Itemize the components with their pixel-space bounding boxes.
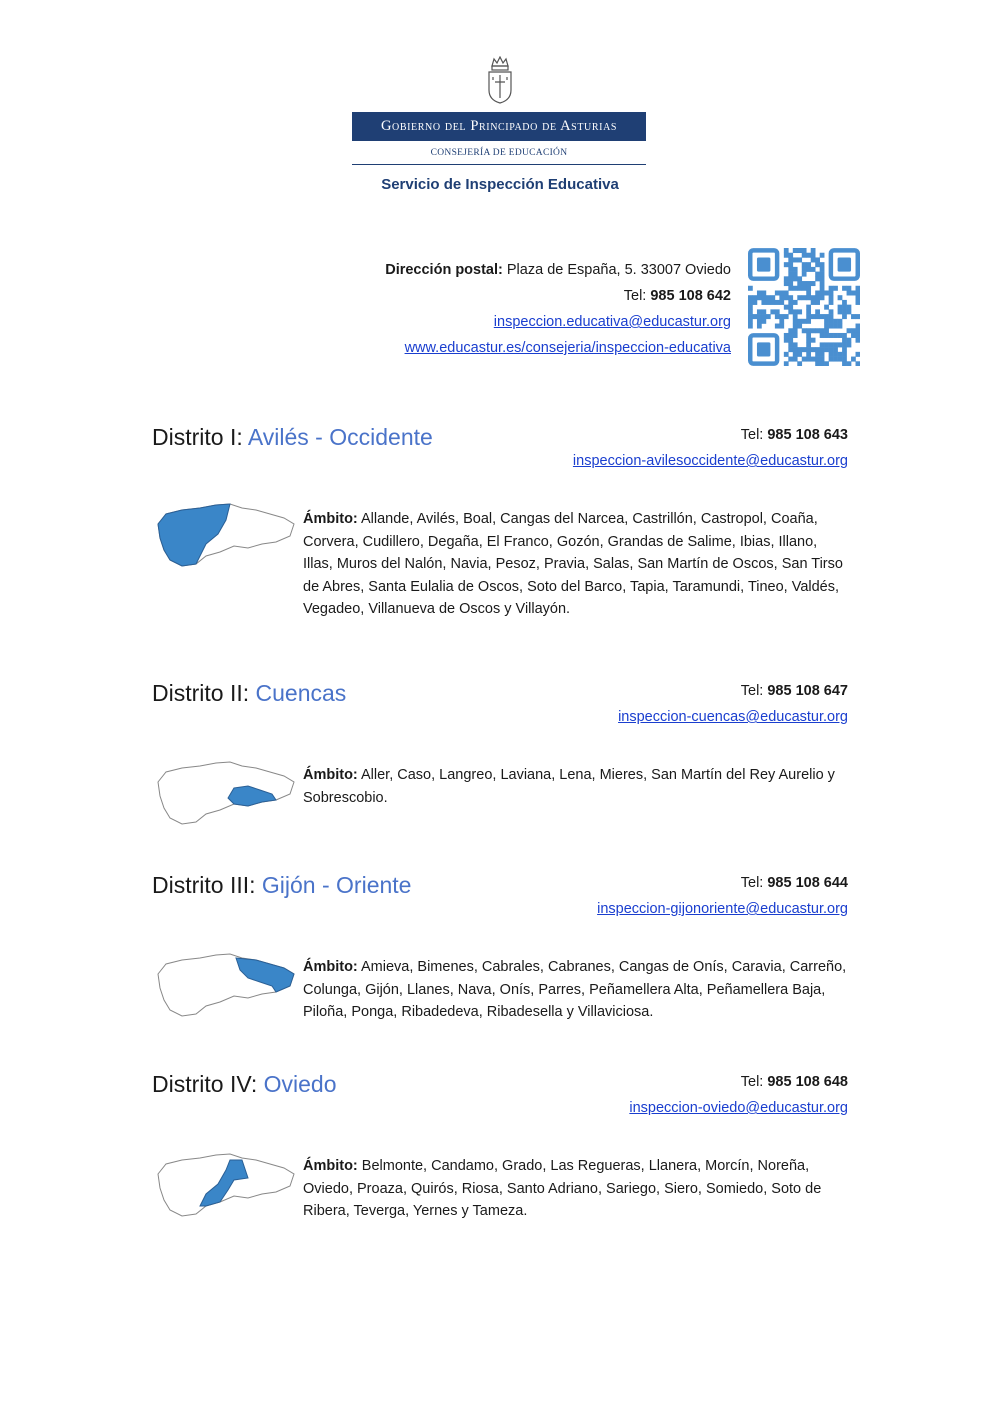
- district-1-ambito-label: Ámbito:: [303, 511, 358, 527]
- district-1-ambito: [303, 508, 848, 621]
- district-4-ambito-label: Ámbito:: [303, 1158, 358, 1174]
- consejeria-label: CONSEJERÍA DE EDUCACIÓN: [430, 148, 568, 158]
- district-2-email-link[interactable]: inspeccion-cuencas@educastur.org: [618, 709, 848, 725]
- district-1-contact: [573, 422, 848, 474]
- district-3-ambito-text: Amieva, Bimenes, Cabrales, Cabranes, Cangas de Onís, Caravia, Carreño, Colunga, Gijón, Llanes, Nava, Onís, Parres, Peñamellera Alta, Peñamellera Baja, Piloña, Ponga, Ribadedeva, Ribadesella y Villaviciosa.: [303, 959, 847, 1020]
- district-4-ambito: [303, 1155, 848, 1223]
- district-2-ambito-text: Aller, Caso, Langreo, Laviana, Lena, Mieres, San Martín del Rey Aurelio y Sobrescobio.: [303, 767, 835, 806]
- district-2-ambito: [303, 764, 848, 809]
- district-4-number: Distrito IV:: [152, 1071, 258, 1097]
- district-3-number: Distrito III:: [152, 872, 256, 898]
- address-line: [385, 257, 731, 283]
- district-2-tel: 985 108 647: [767, 683, 848, 699]
- district-4-ambito-text: Belmonte, Candamo, Grado, Las Regueras, Llanera, Morcín, Noreña, Oviedo, Proaza, Quirós, Riosa, Santo Adriano, Sariego, Siero, Somiedo, Soto de Ribera, Teverga, Yernes y Tameza.: [303, 1158, 822, 1219]
- district-1-number: Distrito I:: [152, 424, 243, 450]
- address-label: Dirección postal:: [385, 262, 503, 278]
- email-link[interactable]: inspeccion.educativa@educastur.org: [493, 314, 731, 330]
- district-3-ambito: [303, 956, 848, 1024]
- district-4-contact: [629, 1069, 848, 1121]
- district-4-email-link[interactable]: inspeccion-oviedo@educastur.org: [629, 1100, 848, 1116]
- phone-label: Tel:: [623, 288, 647, 304]
- district-3-map: [156, 950, 296, 1018]
- district-3-tel-label: Tel:: [740, 875, 764, 891]
- district-1-title: [152, 424, 433, 451]
- district-1-ambito-text: Allande, Avilés, Boal, Cangas del Narcea, Castrillón, Castropol, Coaña, Corvera, Cudillero, Degaña, El Franco, Gozón, Grandas de Salime, Ibias, Illano, Illas, Muros del Nalón, Navia, Pesoz, Pravia, Salas, San Martín de Oscos, San Tirso de Abres, Santa Eulalia de Oscos, Soto del Barco, Tapia, Taramundi, Tineo, Valdés, Vegadeo, Villanueva de Oscos y Villayón.: [303, 511, 843, 617]
- district-2-title: [152, 680, 346, 707]
- district-4-title: [152, 1071, 336, 1098]
- district-1-tel: 985 108 643: [767, 427, 848, 443]
- header-divider: [352, 164, 646, 165]
- phone-value: 985 108 642: [650, 288, 731, 304]
- district-1-tel-label: Tel:: [740, 427, 764, 443]
- district-3-contact: [597, 870, 848, 922]
- district-3-email-link[interactable]: inspeccion-gijonoriente@educastur.org: [597, 901, 848, 917]
- district-1-email-link[interactable]: inspeccion-avilesoccidente@educastur.org: [572, 453, 848, 469]
- district-2-ambito-label: Ámbito:: [303, 767, 358, 783]
- district-2-contact: [618, 678, 848, 730]
- coat-of-arms-icon: [484, 56, 516, 104]
- district-1-map: [156, 500, 296, 568]
- district-4-tel-label: Tel:: [740, 1074, 764, 1090]
- district-2-name: Cuencas: [255, 680, 347, 706]
- district-4-map: [156, 1150, 296, 1218]
- qr-code-icon[interactable]: [748, 248, 860, 366]
- district-3-name: Gijón - Oriente: [261, 872, 412, 898]
- phone-line: [385, 283, 731, 309]
- contact-block: [385, 257, 731, 361]
- district-4-name: Oviedo: [263, 1071, 337, 1097]
- district-4-tel: 985 108 648: [767, 1074, 848, 1090]
- district-3-ambito-label: Ámbito:: [303, 959, 358, 975]
- government-name: Gobierno del Principado de Asturias: [380, 118, 618, 134]
- district-2-number: Distrito II:: [152, 680, 250, 706]
- district-3-title: [152, 872, 411, 899]
- address-value: Plaza de España, 5. 33007 Oviedo: [506, 262, 731, 278]
- district-1-name: Avilés - Occidente: [247, 424, 433, 450]
- government-banner: [352, 112, 646, 141]
- district-2-tel-label: Tel:: [740, 683, 764, 699]
- district-3-tel: 985 108 644: [767, 875, 848, 891]
- website-link[interactable]: www.educastur.es/consejeria/inspeccion-educativa: [404, 340, 731, 356]
- service-title: Servicio de Inspección Educativa: [381, 176, 619, 193]
- district-2-map: [156, 758, 296, 826]
